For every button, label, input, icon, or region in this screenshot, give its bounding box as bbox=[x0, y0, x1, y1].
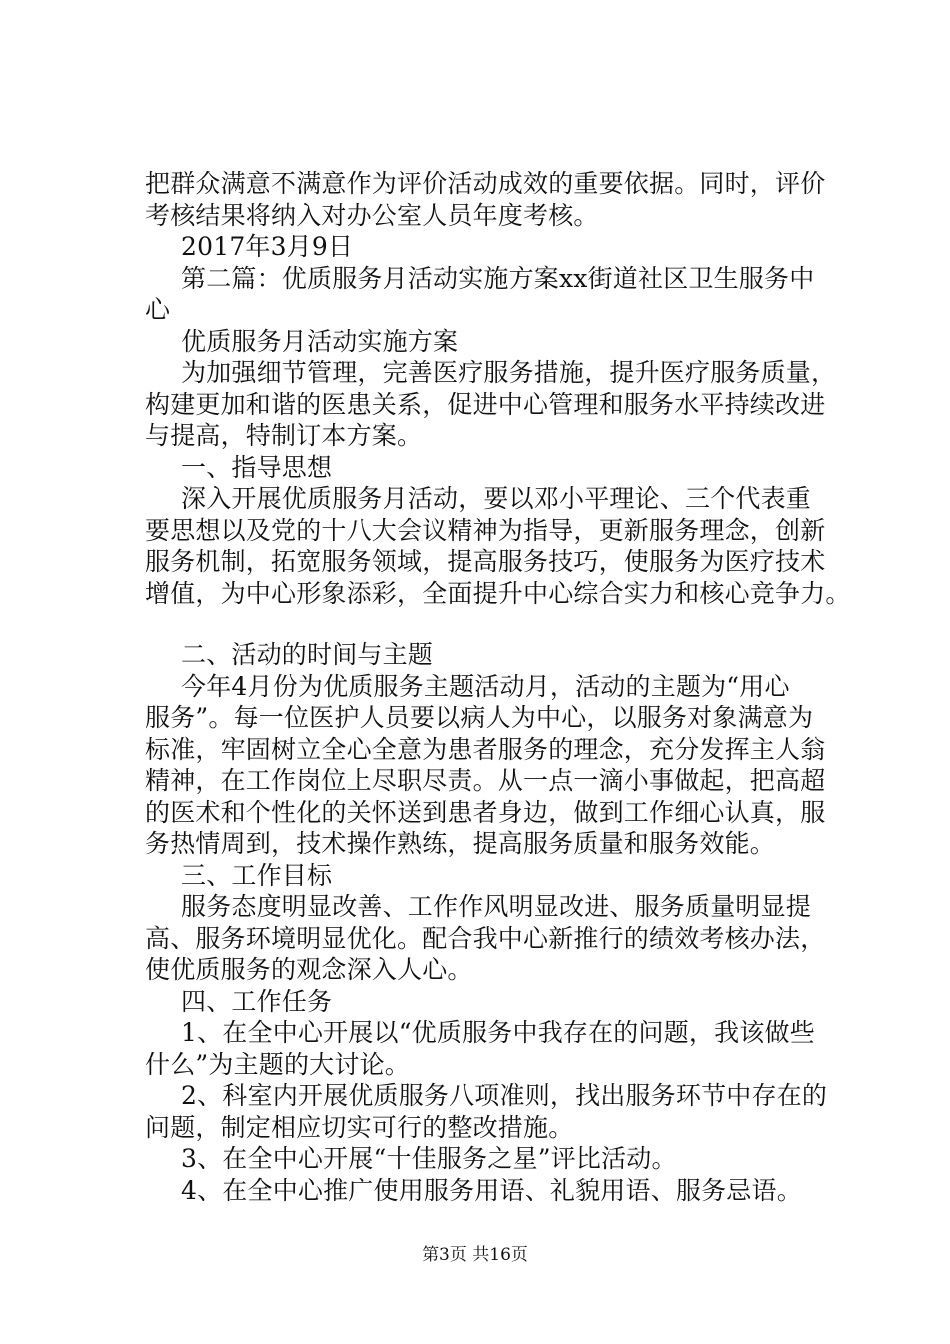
body-line: 服务机制，拓宽服务领域，提高服务技巧，使服务为医疗技术 bbox=[145, 547, 826, 576]
section-title-continued: 心 bbox=[145, 295, 171, 324]
heading-time-theme: 二、活动的时间与主题 bbox=[181, 640, 434, 669]
task-item: 4、在全中心推广使用服务用语、礼貌用语、服务忌语。 bbox=[181, 1175, 802, 1205]
body-line: 务热情周到，技术操作熟练，提高服务质量和服务效能。 bbox=[145, 829, 776, 858]
body-line: 的医术和个性化的关怀送到患者身边，做到工作细心认真，服 bbox=[145, 797, 826, 827]
body-line: 服务”。每一位医护人员要以病人为中心，以服务对象满意为 bbox=[145, 703, 814, 732]
body-line: 要思想以及党的十八大会议精神为指导，更新服务理念，创新 bbox=[145, 515, 826, 545]
task-item-continued: 什么”为主题的大讨论。 bbox=[145, 1049, 410, 1079]
task-item-continued: 问题，制定相应切实可行的整改措施。 bbox=[145, 1112, 574, 1142]
body-line: 今年4月份为优质服务主题活动月，活动的主题为“用心 bbox=[181, 671, 790, 701]
task-item: 3、在全中心开展“十佳服务之星”评比活动。 bbox=[181, 1144, 677, 1173]
document-body bbox=[145, 168, 855, 1206]
body-line: 与提高，特制订本方案。 bbox=[145, 421, 423, 450]
plan-title: 优质服务月活动实施方案 bbox=[181, 326, 459, 356]
body-line: 增值，为中心形象添彩，全面提升中心综合实力和核心竞争力。 bbox=[145, 578, 851, 608]
page-number: 第3页 共16页 bbox=[422, 1245, 528, 1265]
body-line: 高、服务环境明显优化。配合我中心新推行的绩效考核办法， bbox=[145, 923, 826, 953]
body-line: 深入开展优质服务月活动，要以邓小平理论、三个代表重 bbox=[181, 484, 812, 513]
heading-guiding-thought: 一、指导思想 bbox=[181, 452, 333, 482]
heading-work-goals: 三、工作目标 bbox=[181, 860, 333, 890]
body-line: 为加强细节管理，完善医疗服务措施，提升医疗服务质量， bbox=[181, 358, 837, 387]
task-item: 2、科室内开展优质服务八项准则，找出服务环节中存在的 bbox=[181, 1081, 828, 1110]
body-line: 考核结果将纳入对办公室人员年度考核。 bbox=[145, 200, 599, 230]
body-line: 服务态度明显改善、工作作风明显改进、服务质量明显提 bbox=[181, 892, 812, 921]
date-line: 2017年3月9日 bbox=[181, 232, 354, 261]
body-line: 精神，在工作岗位上尽职尽责。从一点一滴小事做起，把高超 bbox=[145, 766, 826, 795]
body-line: 把群众满意不满意作为评价活动成效的重要依据。同时，评价 bbox=[145, 169, 826, 198]
heading-work-tasks: 四、工作任务 bbox=[181, 986, 333, 1016]
body-line: 使优质服务的观念深入人心。 bbox=[145, 955, 473, 984]
body-line: 构建更加和谐的医患关系，促进中心管理和服务水平持续改进 bbox=[145, 389, 826, 419]
section-title: 第二篇：优质服务月活动实施方案xx街道社区卫生服务中 bbox=[181, 263, 815, 293]
body-line: 标准，牢固树立全心全意为患者服务的理念，充分发挥主人翁 bbox=[145, 734, 826, 764]
paragraph-gap bbox=[145, 609, 855, 639]
task-item: 1、在全中心开展以“优质服务中我存在的问题，我该做些 bbox=[181, 1018, 815, 1047]
